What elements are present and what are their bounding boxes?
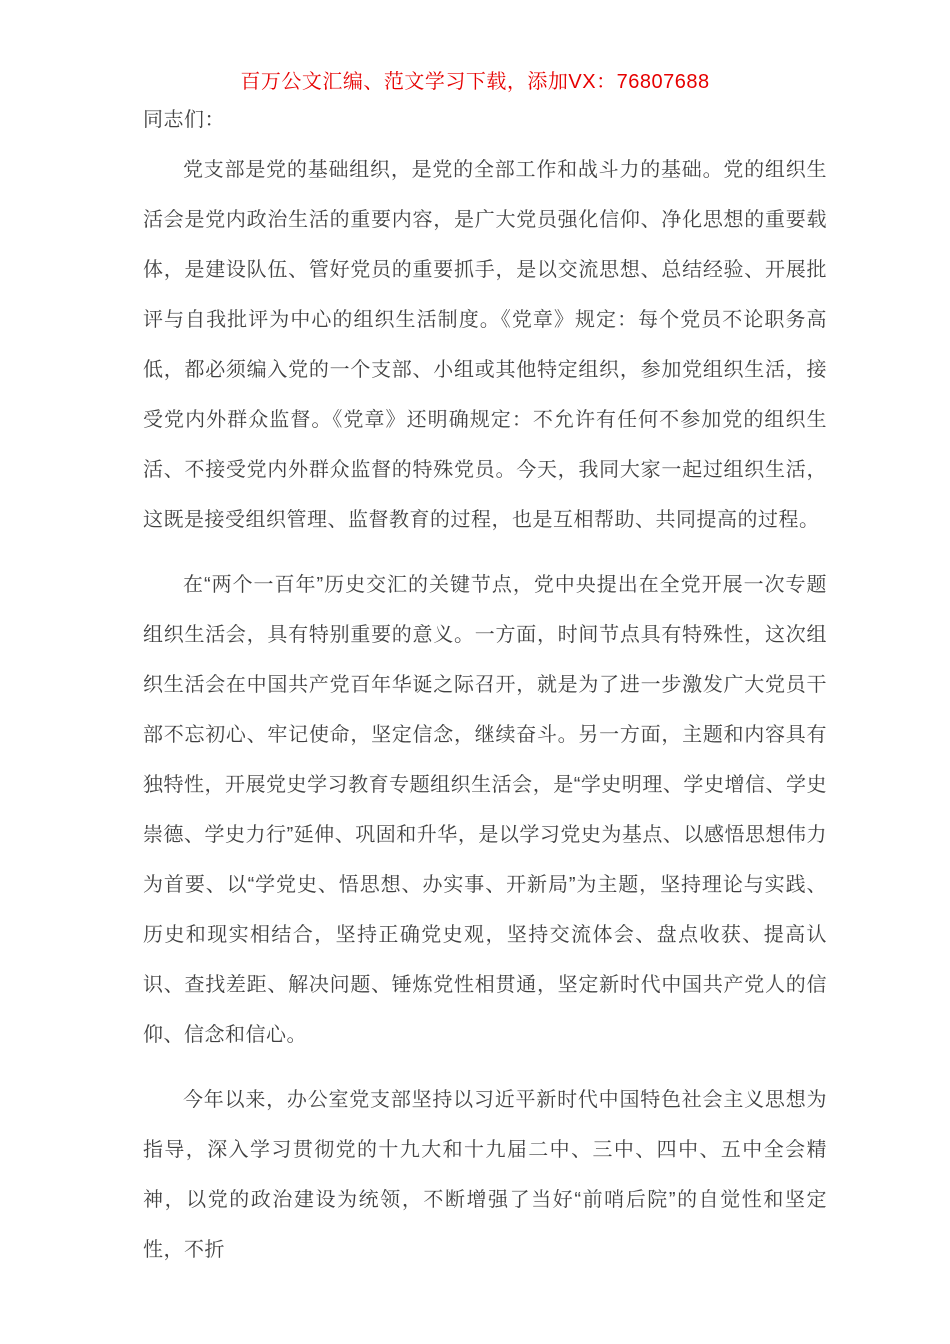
paragraph-3: 今年以来，办公室党支部坚持以习近平新时代中国特色社会主义思想为指导，深入学习贯彻党的十九大和十九届二中、三中、四中、五中全会精神，以党的政治建设为统领，不断增强了当好“前哨后院”的自觉性和坚定性，不折 bbox=[143, 1089, 827, 1261]
promo-header-text: 百万公文汇编、范文学习下载，添加VX：76807688 bbox=[240, 71, 710, 93]
greeting-line: 同志们： bbox=[143, 109, 225, 131]
paragraph-2: 在“两个一百年”历史交汇的关键节点，党中央提出在全党开展一次专题组织生活会，具有特别重要的意义。一方面，时间节点具有特殊性，这次组织生活会在中国共产党百年华诞之际召开，就是为了进一步激发广大党员干部不忘初心、牢记使命，坚定信念，继续奋斗。另一方面，主题和内容具有独特性，开展党史学习教育专题组织生活会，是“学史明理、学史增信、学史崇德、学史力行”延伸、巩固和升华，是以学习党史为基点、以感悟思想伟力为首要、以“学党史、悟思想、办实事、开新局”为主题，坚持理论与实践、历史和现实相结合，坚持正确党史观，坚持交流体会、盘点收获、提高认识、查找差距、解决问题、锤炼党性相贯通，坚定新时代中国共产党人的信仰、信念和信心。 bbox=[143, 574, 827, 1046]
document-body bbox=[143, 95, 827, 1275]
paragraph-1: 党支部是党的基础组织，是党的全部工作和战斗力的基础。党的组织生活会是党内政治生活的重要内容，是广大党员强化信仰、净化思想的重要载体，是建设队伍、管好党员的重要抓手，是以交流思想、总结经验、开展批评与自我批评为中心的组织生活制度。《党章》规定：每个党员不论职务高低，都必须编入党的一个支部、小组或其他特定组织，参加党组织生活，接受党内外群众监督。《党章》还明确规定：不允许有任何不参加党的组织生活、不接受党内外群众监督的特殊党员。今天，我同大家一起过组织生活，这既是接受组织管理、监督教育的过程，也是互相帮助、共同提高的过程。 bbox=[143, 159, 827, 531]
